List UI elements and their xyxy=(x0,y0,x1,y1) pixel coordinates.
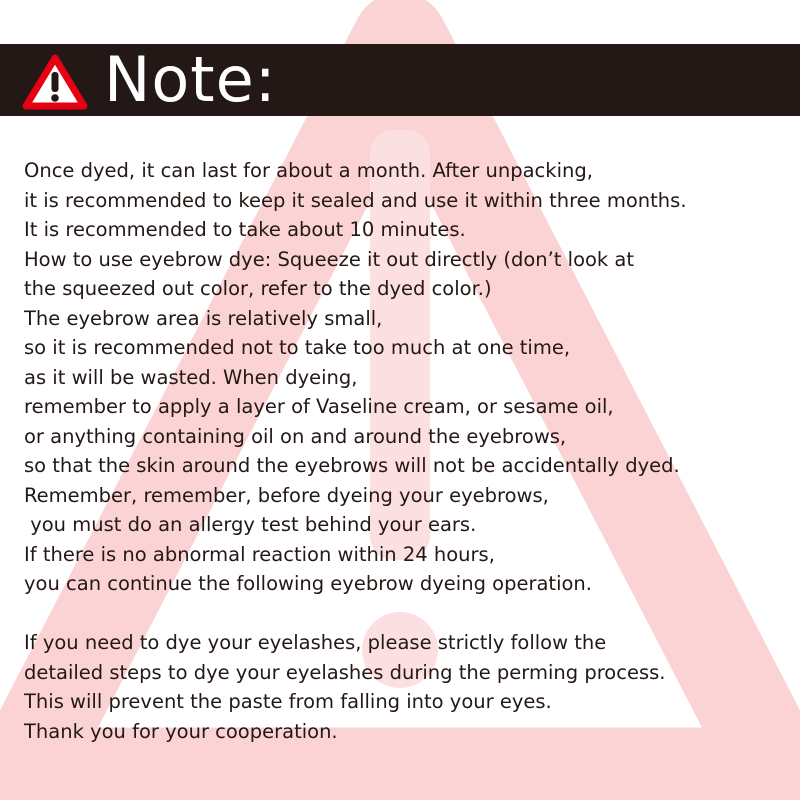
text-line: remember to apply a layer of Vaseline cream, or sesame oil, xyxy=(24,395,614,418)
text-line: so that the skin around the eyebrows will not be accidentally dyed. xyxy=(24,454,680,477)
text-line: This will prevent the paste from falling into your eyes. xyxy=(24,690,552,713)
text-line: The eyebrow area is relatively small, xyxy=(24,306,383,330)
text-line: so it is recommended not to take too much at one time, xyxy=(24,336,571,359)
text-line: the squeezed out color, refer to the dyed color.) xyxy=(24,277,492,300)
text-line: as it will be wasted. When dyeing, xyxy=(24,365,358,389)
text-line: you must do an allergy test behind your ears. xyxy=(24,513,477,536)
text-line: detailed steps to dye your eyelashes during the perming process. xyxy=(24,660,666,684)
text-line: If there is no abnormal reaction within 24 hours, xyxy=(24,542,495,566)
text-line: Once dyed, it can last for about a month. After unpacking, xyxy=(24,159,593,182)
paragraph-eyelashes xyxy=(24,628,794,746)
text-line: How to use eyebrow dye: Squeeze it out directly (don’t look at xyxy=(24,247,635,271)
note-body xyxy=(24,156,794,746)
text-line: Remember, remember, before dyeing your eyebrows, xyxy=(24,483,549,507)
text-line: If you need to dye your eyelashes, please strictly follow the xyxy=(24,631,607,654)
text-line: you can continue the following eyebrow dyeing operation. xyxy=(24,572,592,595)
text-line: Thank you for your cooperation. xyxy=(24,719,338,743)
text-line: or anything containing oil on and around the eyebrows, xyxy=(24,424,567,448)
text-line: It is recommended to take about 10 minutes. xyxy=(24,218,466,241)
header-bar xyxy=(0,44,800,116)
warning-triangle-icon xyxy=(22,54,88,110)
paragraph-gap xyxy=(24,599,794,629)
paragraph-instructions xyxy=(24,156,794,599)
text-line: it is recommended to keep it sealed and use it within three months. xyxy=(24,188,687,212)
page-title: Note: xyxy=(104,43,277,116)
